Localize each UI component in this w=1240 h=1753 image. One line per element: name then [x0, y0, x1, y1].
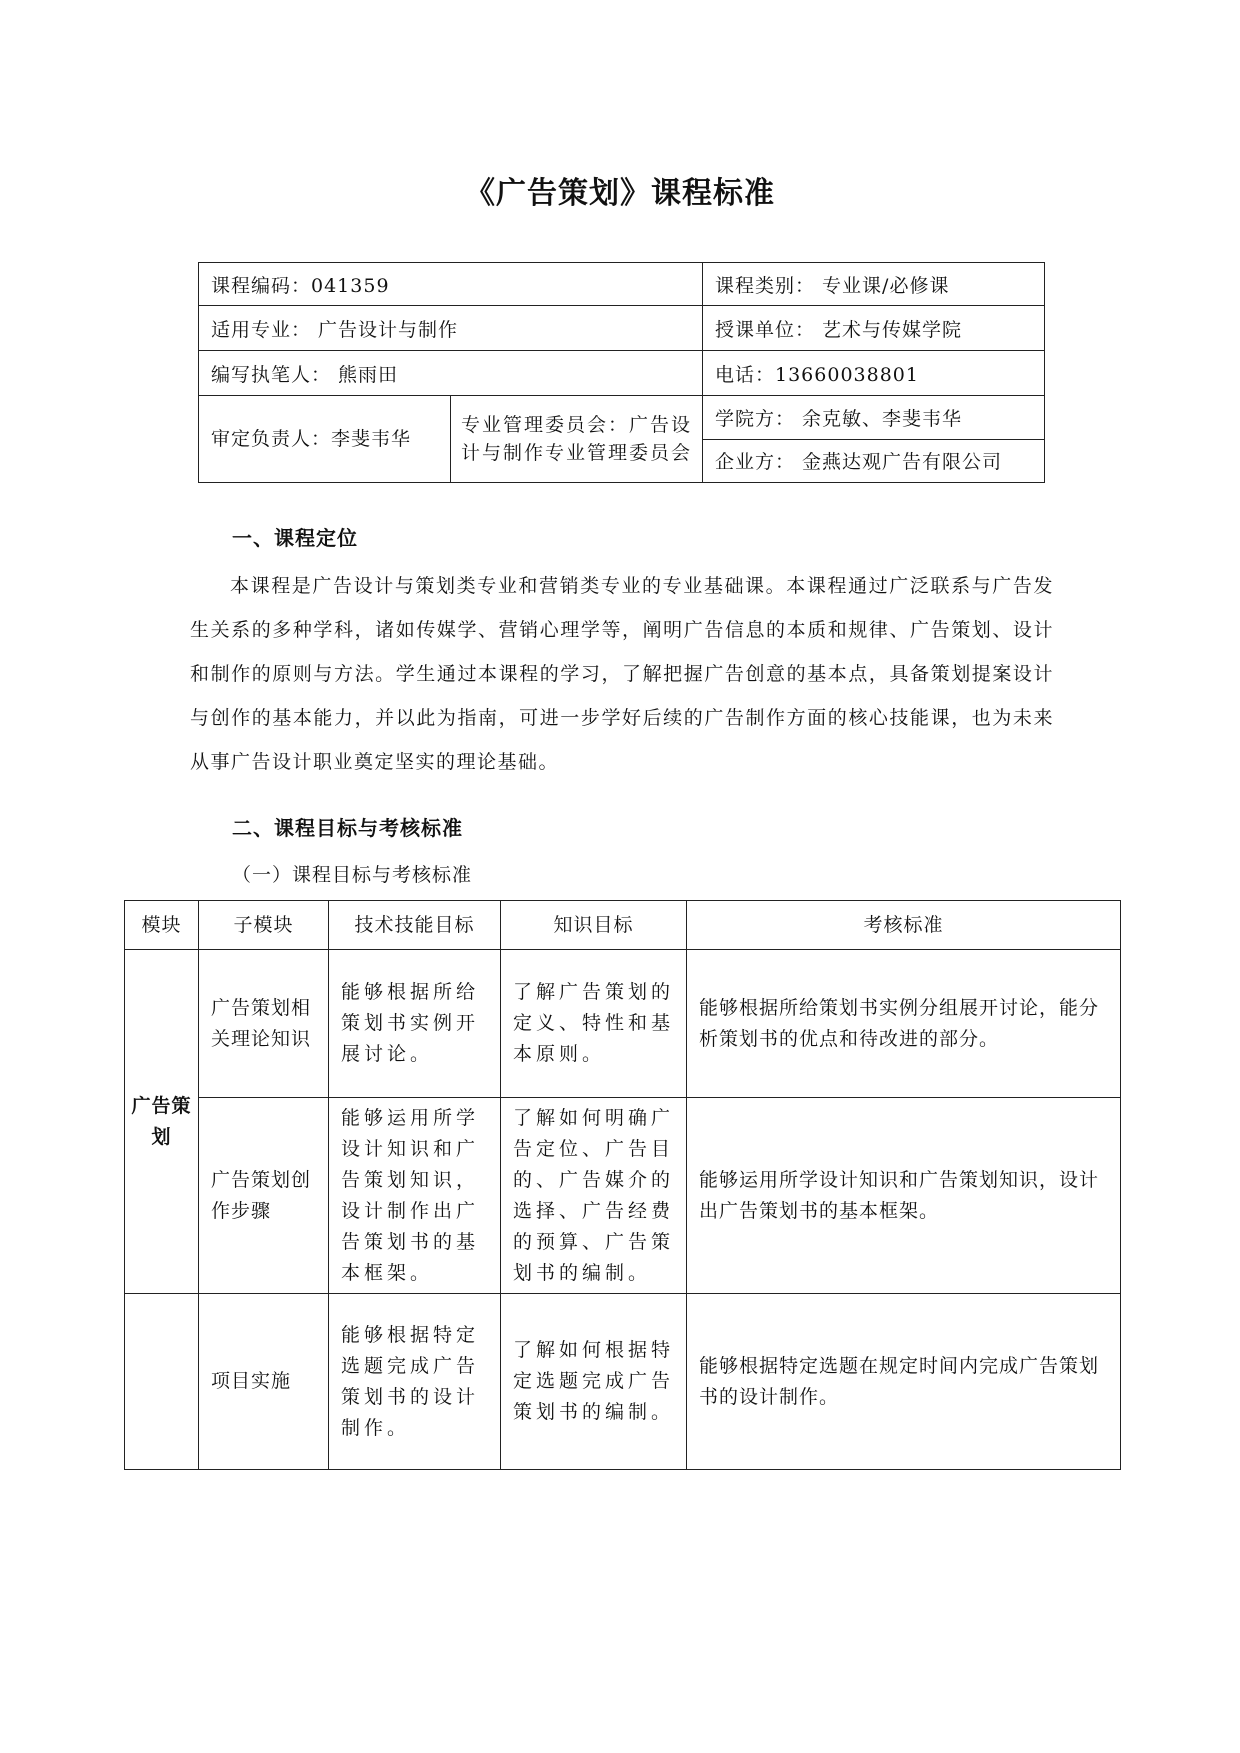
skill-goal-cell: 能够运用所学设计知识和广告策划知识，设计制作出广告策划书的基本框架。	[329, 1098, 501, 1294]
knowledge-goal-cell: 了解如何根据特定选题完成广告策划书的编制。	[501, 1294, 687, 1470]
college-side: 学院方： 余克敏、李斐韦华	[703, 396, 1045, 440]
header-cell: 模块	[125, 901, 199, 950]
knowledge-goal-cell: 了解广告策划的定义、特性和基本原则。	[501, 950, 687, 1098]
reviewer: 审定负责人：李斐韦华	[199, 396, 451, 483]
header-cell: 子模块	[199, 901, 329, 950]
module-cell-empty	[125, 1294, 199, 1470]
course-code: 课程编码：041359	[199, 263, 703, 306]
table-row	[125, 1098, 1121, 1294]
goals-table	[124, 900, 1121, 1470]
header-cell: 技术技能目标	[329, 901, 501, 950]
page-title: 《广告策划》课程标准	[465, 176, 775, 211]
section-2-subheading: （一）课程目标与考核标准	[232, 864, 473, 886]
applicable-major: 适用专业： 广告设计与制作	[199, 306, 703, 351]
section-2-heading: 二、课程目标与考核标准	[232, 816, 463, 840]
assessment-cell: 能够根据特定选题在规定时间内完成广告策划书的设计制作。	[687, 1294, 1121, 1470]
teaching-unit: 授课单位： 艺术与传媒学院	[703, 306, 1045, 351]
table-row	[125, 1294, 1121, 1470]
header-cell: 知识目标	[501, 901, 687, 950]
table-row	[125, 950, 1121, 1098]
skill-goal-cell: 能够根据特定选题完成广告策划书的设计制作。	[329, 1294, 501, 1470]
phone: 电话：13660038801	[703, 351, 1045, 396]
table-header-row	[125, 901, 1121, 950]
sub-module-cell: 广告策划相关理论知识	[199, 950, 329, 1098]
assessment-cell: 能够根据所给策划书实例分组展开讨论，能分析策划书的优点和待改进的部分。	[687, 950, 1121, 1098]
header-cell: 考核标准	[687, 901, 1121, 950]
section-1-paragraph: 本课程是广告设计与策划类专业和营销类专业的专业基础课。本课程通过广泛联系与广告发生关系的多种学科，诸如传媒学、营销心理学等，阐明广告信息的本质和规律、广告策划、设计和制作的原则与方法。学生通过本课程的学习，了解把握广告创意的基本点，具备策划提案设计与创作的基本能力，并以此为指南，可进一步学好后续的广告制作方面的核心技能课，也为未来从事广告设计职业奠定坚实的理论基础。	[190, 575, 1054, 773]
sub-module-cell: 项目实施	[199, 1294, 329, 1470]
course-category: 课程类别： 专业课/必修课	[703, 263, 1045, 306]
module-cell: 广告策划	[125, 950, 199, 1294]
skill-goal-cell: 能够根据所给策划书实例开展讨论。	[329, 950, 501, 1098]
section-1-heading: 一、课程定位	[232, 526, 358, 550]
enterprise-side: 企业方： 金燕达观广告有限公司	[703, 439, 1045, 483]
knowledge-goal-cell: 了解如何明确广告定位、广告目的、广告媒介的选择、广告经费的预算、广告策划书的编制。	[501, 1098, 687, 1294]
committee: 专业管理委员会：广告设计与制作专业管理委员会	[451, 396, 703, 483]
sub-module-cell: 广告策划创作步骤	[199, 1098, 329, 1294]
course-info-table	[198, 262, 1045, 483]
author: 编写执笔人： 熊雨田	[199, 351, 703, 396]
assessment-cell: 能够运用所学设计知识和广告策划知识，设计出广告策划书的基本框架。	[687, 1098, 1121, 1294]
